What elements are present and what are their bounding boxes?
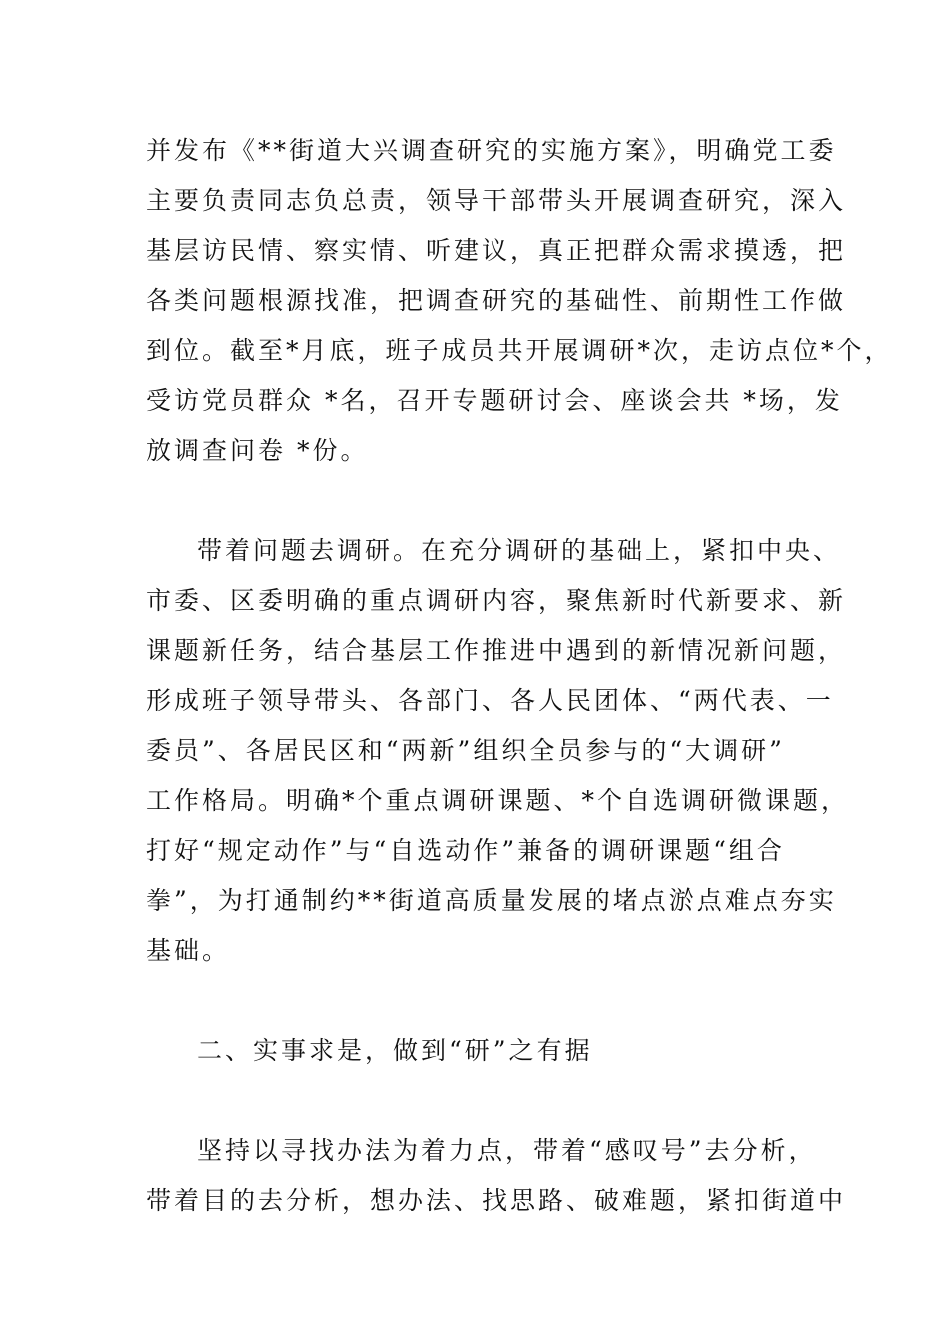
- paragraph-line: 形成班子领导带头、各部门、各人民团体、“两代表、一: [146, 686, 834, 715]
- paragraph-line: 打好“规定动作”与“自选动作”兼备的调研课题“组合: [146, 836, 785, 865]
- paragraph-line: 带着问题去调研。在充分调研的基础上，紧扣中央、: [197, 536, 842, 565]
- paragraph-line: 课题新任务，结合基层工作推进中遇到的新情况新问题，: [146, 636, 847, 665]
- paragraph-line: 拳”，为打通制约**街道高质量发展的堵点淤点难点夯实: [146, 886, 837, 915]
- paragraph-line: 到位。截至*月底，班子成员共开展调研*次，走访点位*个，: [146, 336, 893, 365]
- paragraph-line: 受访党员群众 *名，召开专题研讨会、座谈会共 *场，发: [146, 386, 843, 415]
- paragraph-line: 委员”、各居民区和“两新”组织全员参与的“大调研”: [146, 736, 785, 765]
- paragraph-line: 基础。: [146, 936, 231, 965]
- paragraph-line: 工作格局。明确*个重点调研课题、*个自选调研微课题，: [146, 786, 850, 815]
- paragraph-line: 带着目的去分析，想办法、找思路、破难题，紧扣街道中: [146, 1186, 847, 1215]
- paragraph-line: 基层访民情、察实情、听建议，真正把群众需求摸透，把: [146, 236, 847, 265]
- paragraph-line: 并发布《**街道大兴调查研究的实施方案》，明确党工委: [146, 136, 837, 165]
- paragraph-line: 各类问题根源找准，把调查研究的基础性、前期性工作做: [146, 286, 847, 315]
- paragraph-line: 放调查问卷 *份。: [146, 436, 369, 465]
- paragraph-line: 主要负责同志负总责，领导干部带头开展调查研究，深入: [146, 186, 847, 215]
- paragraph-line: 市委、区委明确的重点调研内容，聚焦新时代新要求、新: [146, 586, 847, 615]
- paragraph-line: 坚持以寻找办法为着力点，带着“感叹号”去分析，: [197, 1136, 817, 1165]
- section-heading: 二、实事求是，做到“研”之有据: [197, 1036, 593, 1065]
